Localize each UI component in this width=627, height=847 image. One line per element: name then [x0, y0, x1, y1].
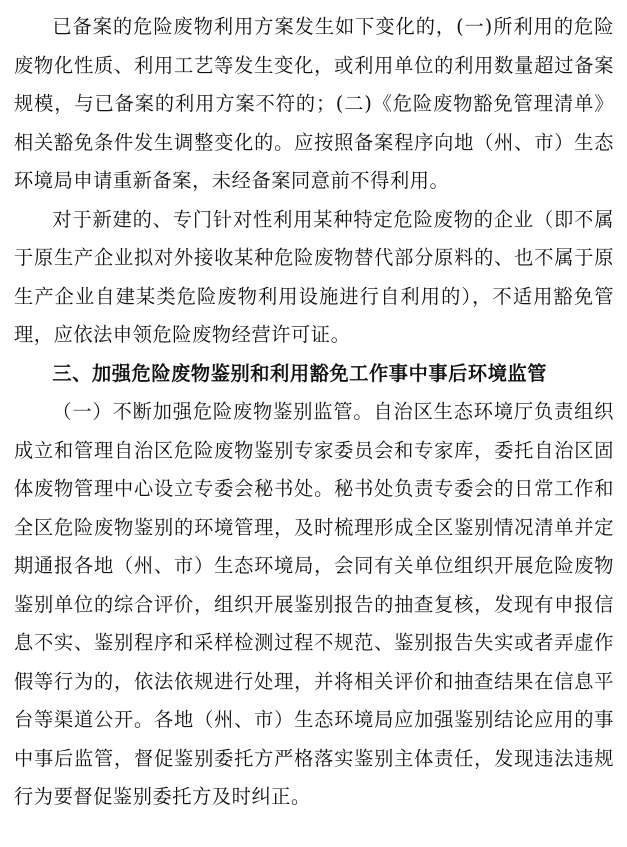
section-heading: 三、加强危险废物鉴别和利用豁免工作事中事后环境监管	[52, 361, 548, 385]
paragraph-filing-changes: 已备案的危险废物利用方案发生如下变化的，(一)所利用的危险废物化性质、利用工艺等发生变化，或利用单位的利用数量超过备案规模，与已备案的利用方案不符的；(二)《危险废物豁免管理清单》相关豁免条件发生调整变化的。应按照备案程序向地（州、市）生态环境局申请重新备案，未经备案同意前不得利用。	[14, 15, 614, 192]
paragraph-new-enterprises: 对于新建的、专门针对性利用某种特定危险废物的企业（即不属于原生产企业拟对外接收某种危险废物替代部分原料的、也不属于原生产企业自建某类危险废物利用设施进行自利用的），不适用豁免管理，应依法申领危险废物经营许可证。	[14, 207, 614, 346]
paragraph-identification-supervision: （一）不断加强危险废物鉴别监管。自治区生态环境厅负责组织成立和管理自治区危险废物鉴别专家委员会和专家库，委托自治区固体废物管理中心设立专委会秘书处。秘书处负责专委会的日常工作和全区危险废物鉴别的环境管理，及时梳理形成全区鉴别情况清单并定期通报各地（州、市）生态环境局，会同有关单位组织开展危险废物鉴别单位的综合评价，组织开展鉴别报告的抽查复核，发现有申报信息不实、鉴别程序和采样检测过程不规范、鉴别报告失实或者弄虚作假等行为的，依法依规进行处理，并将相关评价和抽查结果在信息平台等渠道公开。各地（州、市）生态环境局应加强鉴别结论应用的事中事后监管，督促鉴别委托方严格落实鉴别主体责任，发现违法违规行为要督促鉴别委托方及时纠正。	[14, 400, 614, 808]
document-page	[14, 8, 614, 817]
